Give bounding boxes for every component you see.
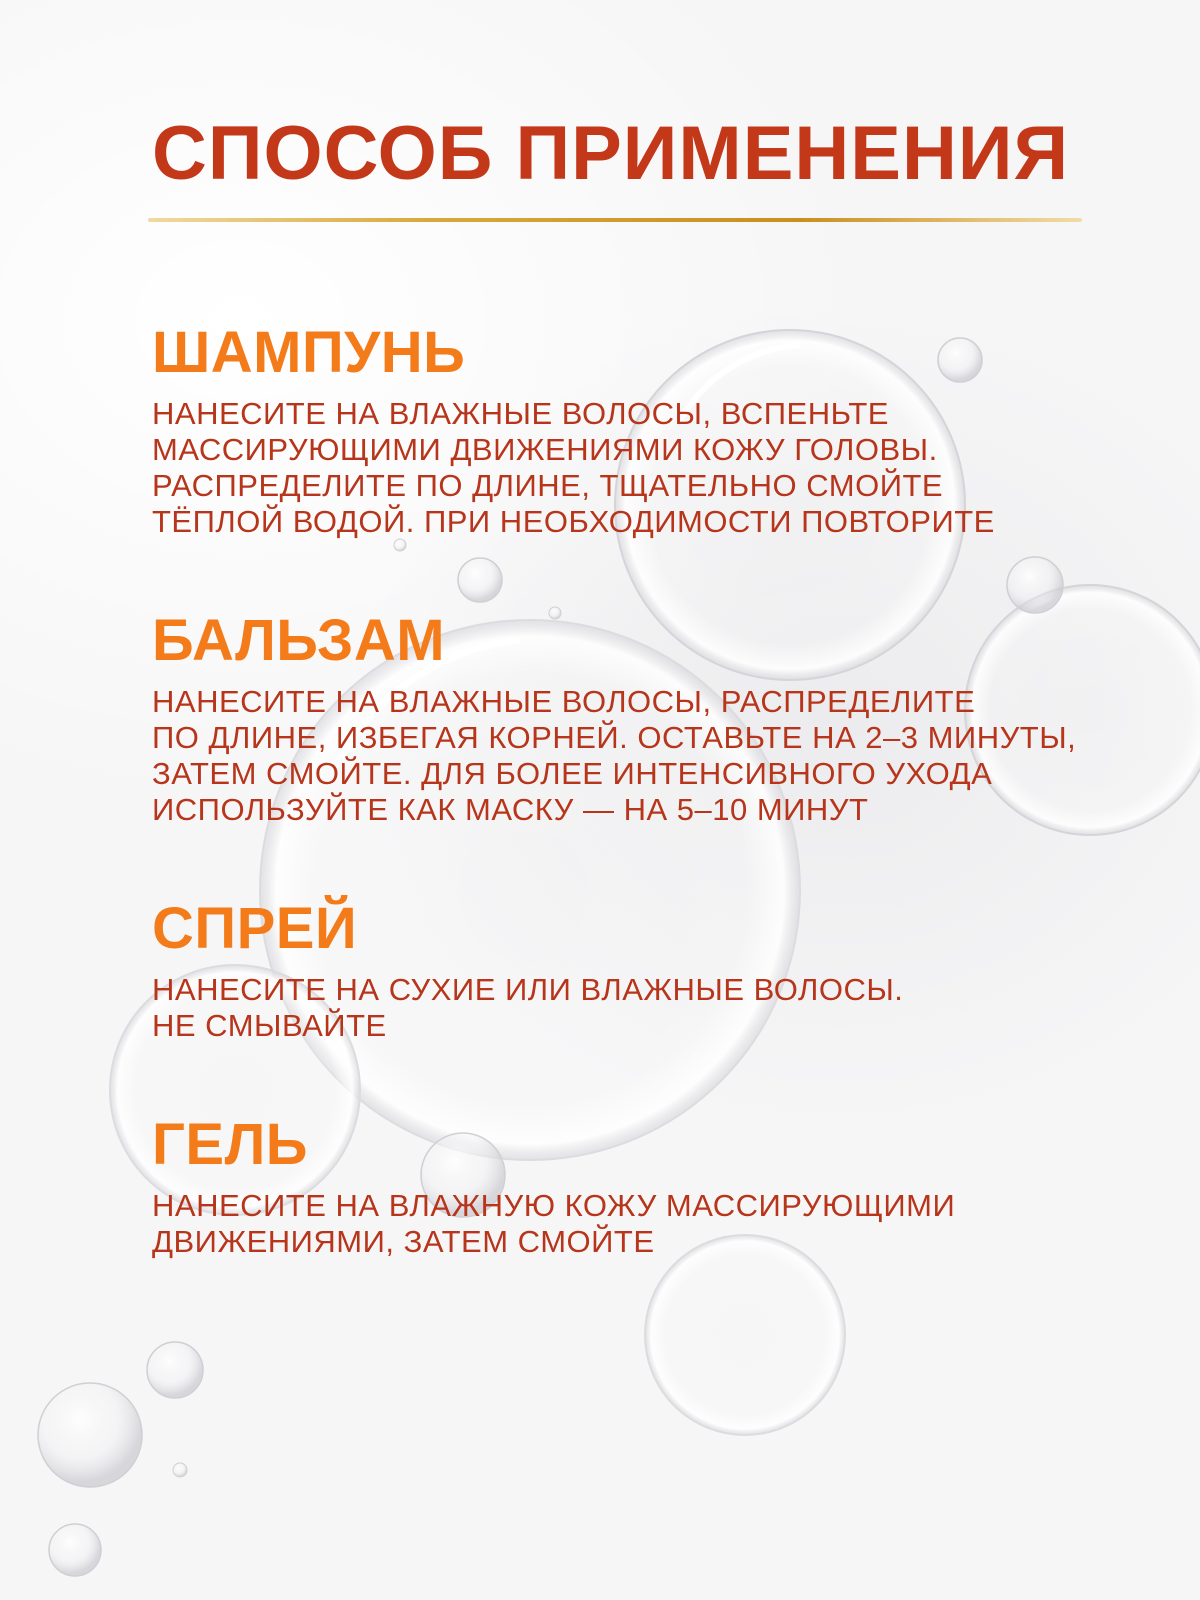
section-heading: ШАМПУНЬ <box>152 320 466 385</box>
section-description <box>152 684 1152 828</box>
description-line: НАНЕСИТЕ НА ВЛАЖНЫЕ ВОЛОСЫ, РАСПРЕДЕЛИТЕ <box>152 684 976 719</box>
section-heading: ГЕЛЬ <box>152 1112 308 1177</box>
description-line: ЗАТЕМ СМОЙТЕ. ДЛЯ БОЛЕЕ ИНТЕНСИВНОГО УХОДА <box>152 756 993 791</box>
section-shampoo <box>152 320 1152 540</box>
title-divider <box>148 218 1082 222</box>
description-line: ИСПОЛЬЗУЙТЕ КАК МАСКУ — НА 5–10 МИНУТ <box>152 792 869 827</box>
section-gel <box>152 1112 1152 1260</box>
page-title: СПОСОБ ПРИМЕНЕНИЯ <box>152 111 1070 196</box>
section-description <box>152 1188 1152 1260</box>
bubble-bottom-center <box>645 1235 845 1435</box>
section-description <box>152 972 1152 1044</box>
description-line: НЕ СМЫВАЙТЕ <box>152 1008 387 1043</box>
section-description <box>152 396 1152 540</box>
description-line: ТЁПЛОЙ ВОДОЙ. ПРИ НЕОБХОДИМОСТИ ПОВТОРИТЕ <box>152 504 995 539</box>
section-spray <box>152 896 1152 1044</box>
description-line: ПО ДЛИНЕ, ИЗБЕГАЯ КОРНЕЙ. ОСТАВЬТЕ НА 2–3 МИНУТЫ, <box>152 720 1077 755</box>
section-heading: БАЛЬЗАМ <box>152 608 446 673</box>
description-line: НАНЕСИТЕ НА ВЛАЖНЫЕ ВОЛОСЫ, ВСПЕНЬТЕ <box>152 396 889 431</box>
section-balm <box>152 608 1152 828</box>
description-line: НАНЕСИТЕ НА ВЛАЖНУЮ КОЖУ МАССИРУЮЩИМИ <box>152 1188 956 1223</box>
section-heading: СПРЕЙ <box>152 896 358 961</box>
description-line: НАНЕСИТЕ НА СУХИЕ ИЛИ ВЛАЖНЫЕ ВОЛОСЫ. <box>152 972 904 1007</box>
description-line: РАСПРЕДЕЛИТЕ ПО ДЛИНЕ, ТЩАТЕЛЬНО СМОЙТЕ <box>152 468 944 503</box>
description-line: ДВИЖЕНИЯМИ, ЗАТЕМ СМОЙТЕ <box>152 1224 655 1259</box>
description-line: МАССИРУЮЩИМИ ДВИЖЕНИЯМИ КОЖУ ГОЛОВЫ. <box>152 432 938 467</box>
